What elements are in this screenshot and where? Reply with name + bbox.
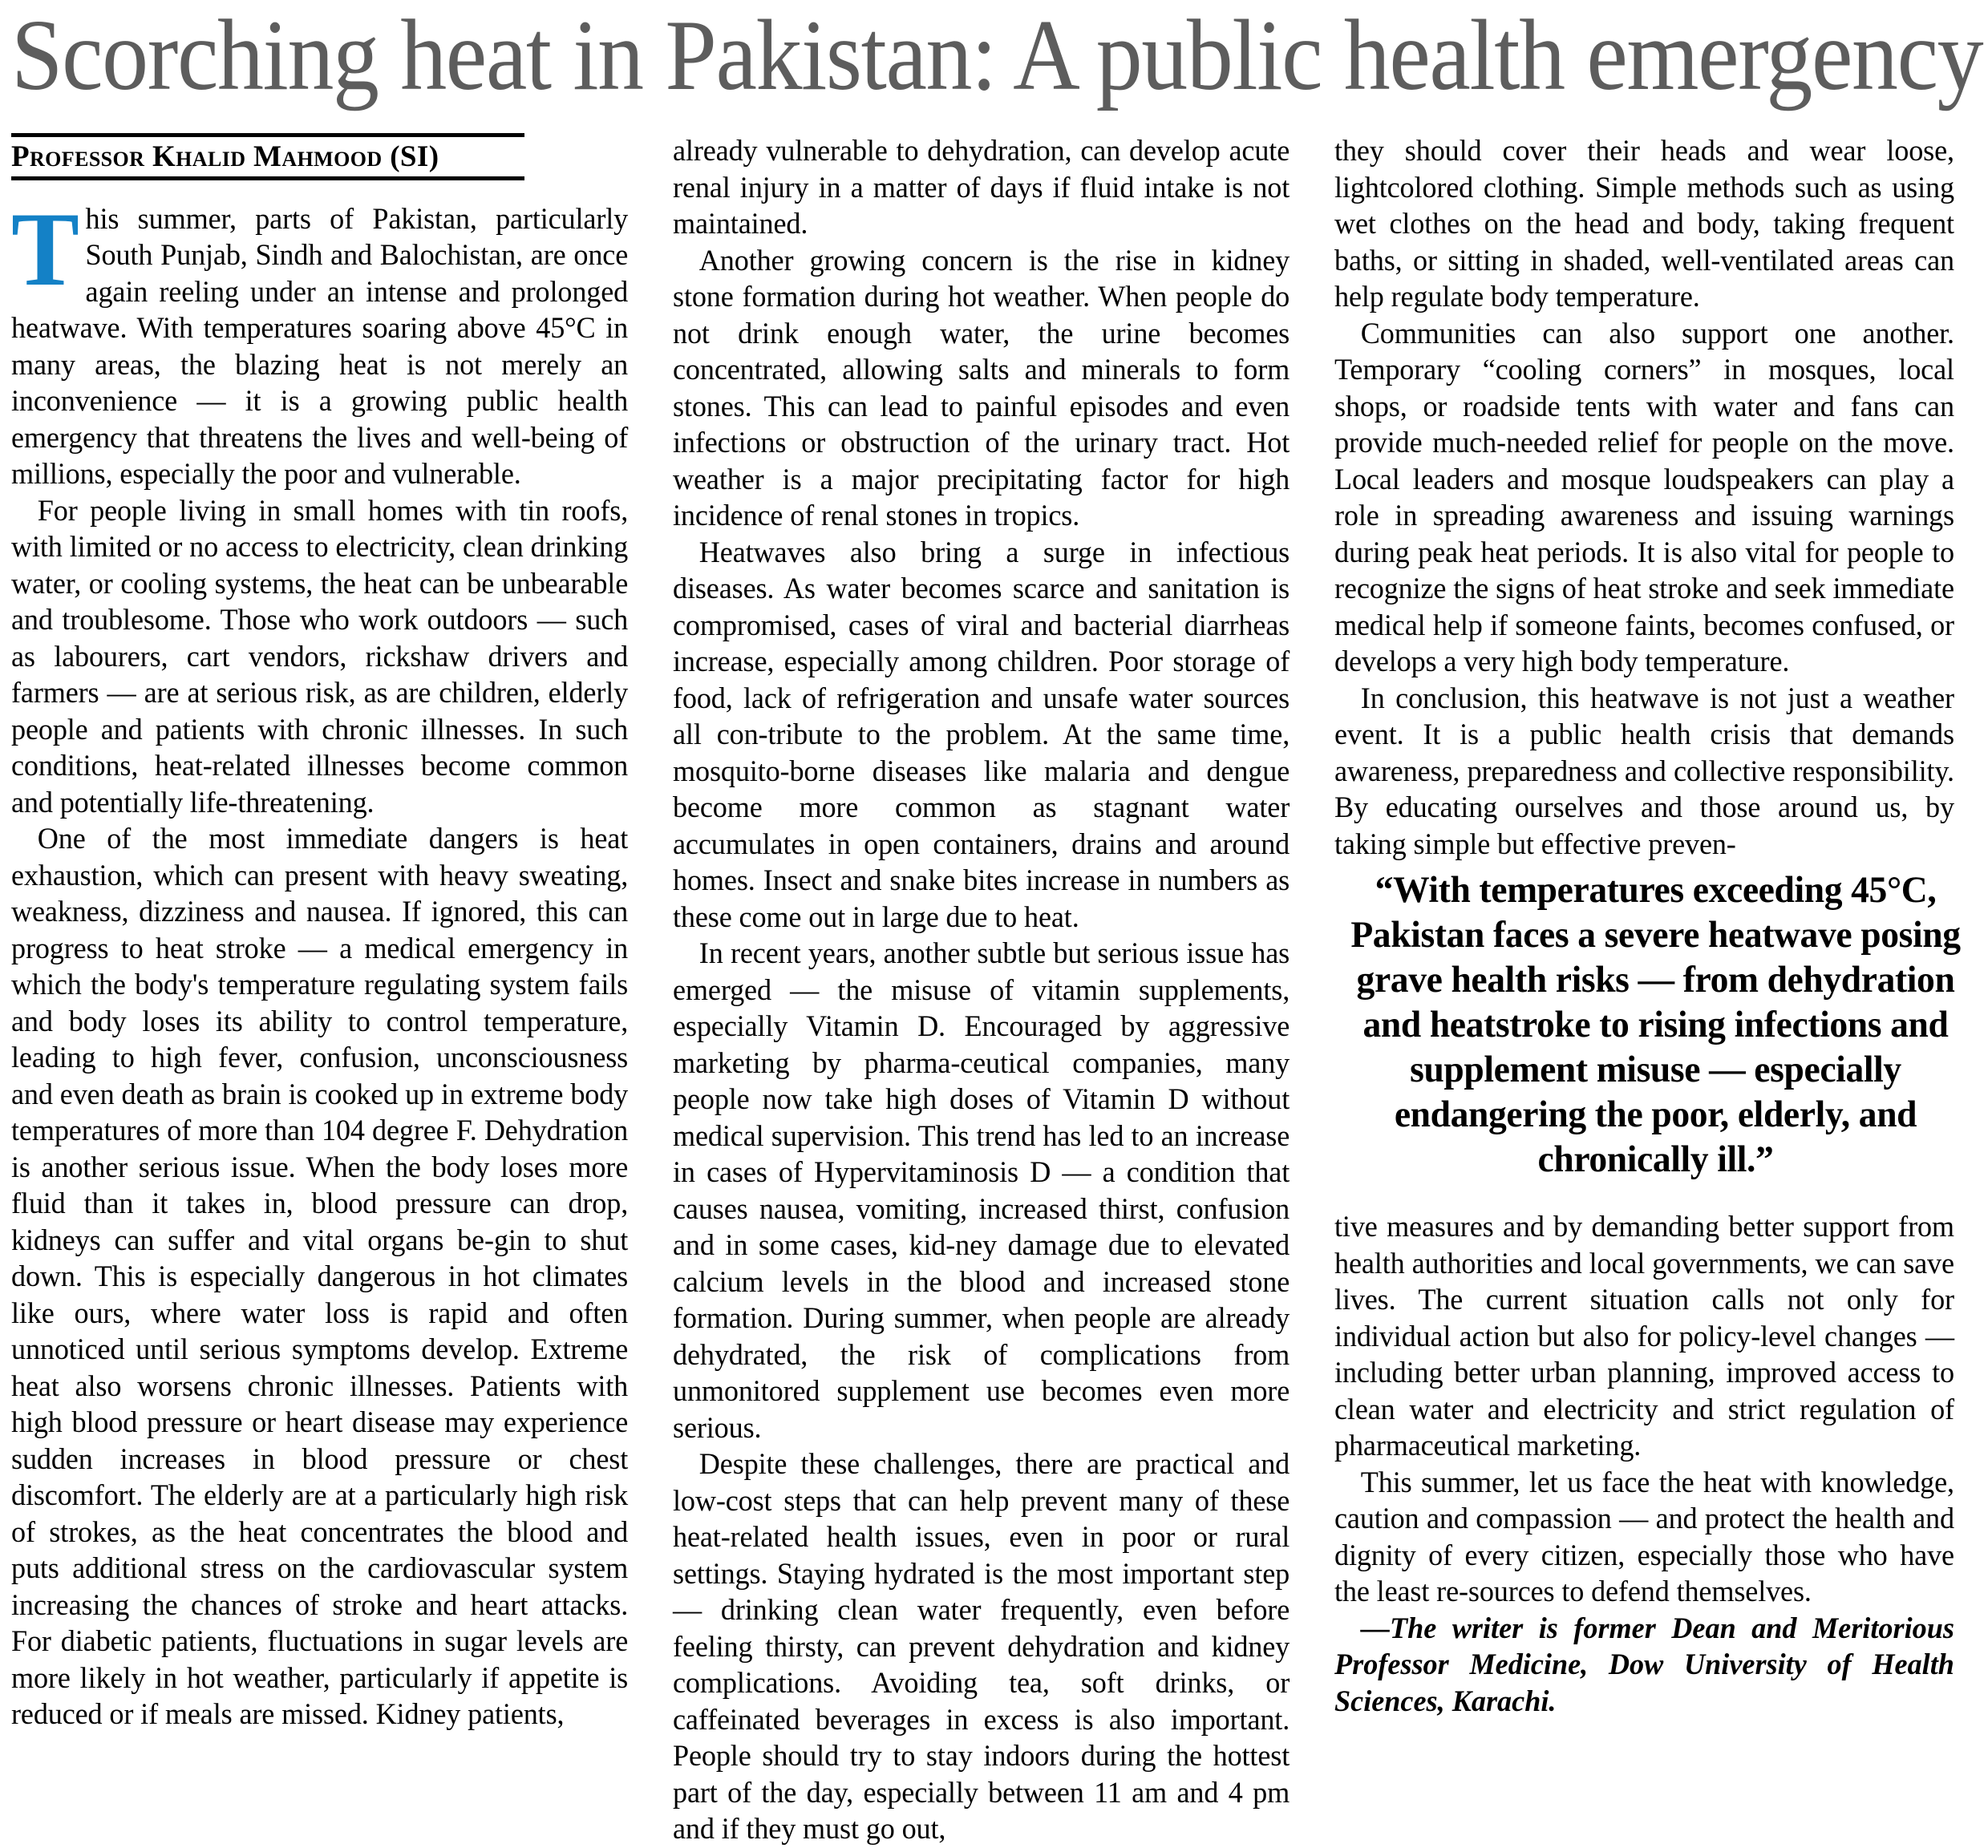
drop-cap: T (11, 189, 79, 308)
paragraph: Despite these challenges, there are practical and low-cost steps that can help prevent many of these heat-related health issues, even in poor or rural settings. Staying hydrated is the most important step — drinking clean water frequently, even before feeling thirsty, can prevent dehydration and kidney complications. Avoiding tea, soft drinks, or caffeinated beverages in excess is also important. People should try to stay indoors during the hottest part of the day, especially between 11 am and 4 pm and if they must go out, (673, 1448, 1290, 1846)
paragraph: In conclusion, this heatwave is not just a weather event. It is a public health crisis that demands awareness, preparedness and collective responsibility. By educating ourselves and those around us, by taking simple but effective preven- (1334, 681, 1954, 861)
author-byline: Professor Khalid Mahmood (SI) (11, 140, 439, 173)
paragraph (11, 189, 629, 493)
article-column-1 (11, 133, 650, 1776)
paragraph: tive measures and by demanding better support from health authorities and local governments, we can save lives. The current situation calls not only for individual action but also for policy-level changes — including better urban planning, improved access to clean water and electricity and strict regulation of pharmaceutical marketing. (1334, 1211, 1954, 1462)
article-column-3 (1334, 133, 1977, 1776)
paragraph: Communities can also support one another. Temporary “cooling corners” in mosques, local shops, or roadside tents with water and fans can provide much-needed relief for people on the move. Local leaders and mosque loudspeakers can play a role in spreading awareness and issuing warnings during peak heat periods. It is also vital for people to recognize the signs of heat stroke and seek immediate medical help if someone faints, becomes confused, or develops a very high body temperature. (1334, 317, 1954, 678)
paragraph: Heatwaves also bring a surge in infectious diseases. As water becomes scarce and sanitation is compromised, cases of viral and bacterial diarrheas increase, especially among children. Poor storage of food, lack of refrigeration and unsafe water sources all con-tribute to the problem. At the same time, mosquito-borne diseases like malaria and dengue become more common as stagnant water accumulates in open containers, drains and around homes. Insect and snake bites increase in numbers as these come out in large due to heat. (673, 536, 1290, 934)
page-title: Scorching heat in Pakistan: A public health emergency (11, 0, 1983, 111)
paragraph-text: his summer, parts of Pakistan, particularly South Punjab, Sindh and Balochistan, are once again reeling under an intense and prolonged heatwave. With temperatures soaring above 45°C in many areas, the blazing heat is not merely an inconvenience — it is a growing public health emergency that threatens the lives and well-being of millions, especially the poor and vulnerable. (11, 202, 629, 491)
byline-rule-bottom (11, 176, 524, 180)
writer-credit: —The writer is former Dean and Meritorious Professor Medicine, Dow University of Health Sciences, Karachi. (1334, 1611, 1954, 1718)
paragraph: For people living in small homes with tin roofs, with limited or no access to electricity, clean drinking water, or cooling systems, the heat can be unbearable and troublesome. Those who work outdoors — such as labourers, cart vendors, rickshaw drivers and farmers — are at serious risk, as are children, elderly people and patients with chronic illnesses. In such conditions, heat-related illnesses become common and potentially life-threatening. (11, 494, 629, 819)
paragraph: In recent years, another subtle but serious issue has emerged — the misuse of vitamin supplements, especially Vitamin D. Encouraged by aggressive marketing by pharma-ceutical companies, many people now take high doses of Vitamin D without medical supervision. This trend has led to an increase in cases of Hypervitaminosis D — a condition that causes nausea, vomiting, increased thirst, confusion and in some cases, kid-ney damage due to elevated calcium levels in the blood and increased stone formation. During summer, when people are already dehydrated, the risk of complications from unmonitored supplement use becomes even more serious. (673, 937, 1290, 1445)
article-column-2 (673, 133, 1312, 1846)
paragraph: This summer, let us face the heat with knowledge, caution and compassion — and protect the health and dignity of every citizen, especially those who have the least re-sources to defend themselves. (1334, 1466, 1954, 1608)
byline-block (11, 133, 650, 180)
article-columns (11, 133, 1977, 1846)
pull-quote: “With temperatures exceeding 45°C, Pakistan faces a severe heatwave posing grave health risks — from dehydration and heatstroke to rising infections and supplement misuse — especially endangering the poor, elderly, and chronically ill.” (1350, 869, 1961, 1180)
paragraph: Another growing concern is the rise in kidney stone formation during hot weather. When people do not drink enough water, the urine becomes concentrated, allowing salts and minerals to form stones. This can lead to painful episodes and even infections or obstruction of the urinary tract. Hot weather is a major precipitating factor for high incidence of renal stones in tropics. (673, 244, 1290, 532)
paragraph: they should cover their heads and wear loose, lightcolored clothing. Simple methods such as using wet clothes on the head and body, taking frequent baths, or sitting in shaded, well-ventilated areas can help regulate body temperature. (1334, 135, 1954, 313)
paragraph: One of the most immediate dangers is heat exhaustion, which can present with heavy sweating, weakness, dizziness and nausea. If ignored, this can progress to heat stroke — a medical emergency in which the body's temperature regulating system fails and body loses its ability to control temperature, leading to high fever, confusion, unconsciousness and even death as brain is cooked up in extreme body temperatures of more than 104 degree F. Dehydration is another serious issue. When the body loses more fluid than it takes in, blood pressure can drop, kidneys can suffer and vital organs be-gin to shut down. This is especially dangerous in hot climates like ours, where water loss is rapid and often unnoticed until serious symptoms develop. Extreme heat also worsens chronic illnesses. Patients with high blood pressure or heart disease may experience sudden increases in blood pressure or chest discomfort. The elderly are at a particularly high risk of strokes, as the heat concentrates the blood and puts additional stress on the cardiovascular system increasing the chances of stroke and heart attacks. For diabetic patients, fluctuations in sugar levels are more likely in hot weather, particularly if appetite is reduced or if meals are missed. Kidney patients, (11, 823, 629, 1732)
paragraph: already vulnerable to dehydration, can develop acute renal injury in a matter of days if fluid intake is not maintained. (673, 135, 1290, 241)
